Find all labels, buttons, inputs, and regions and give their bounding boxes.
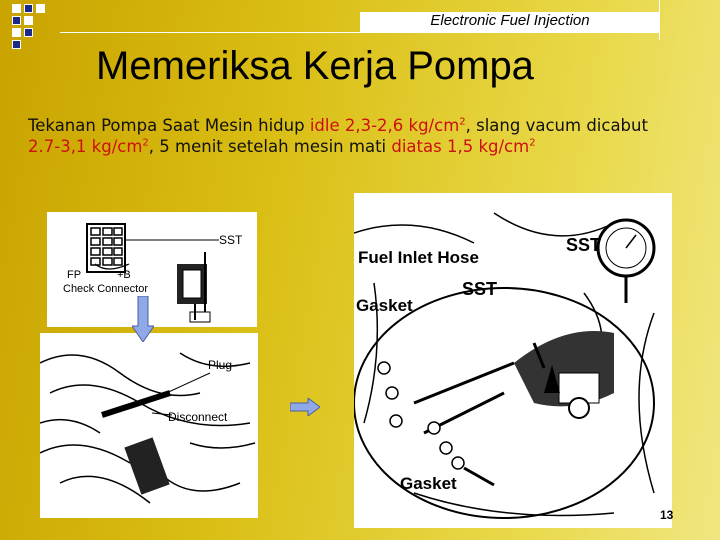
unit-superscript: 2 <box>529 137 536 149</box>
plug-label: Plug <box>208 358 233 372</box>
slide-corner-squares-icon <box>0 0 60 60</box>
sst-middle-label: SST <box>462 279 498 299</box>
gasket-top-label: Gasket <box>356 296 413 315</box>
header-rule <box>60 32 660 33</box>
down-arrow-icon <box>132 296 154 346</box>
body-text-part: , 5 menit setelah mesin mati <box>148 137 392 156</box>
sst-label: SST <box>219 233 243 247</box>
body-text-part: , slang vacum dicabut <box>465 116 648 135</box>
header-subject: Electronic Fuel Injection <box>360 12 660 32</box>
vacuum-pressure-value: 2.7-3,1 kg/cm <box>28 137 143 156</box>
check-connector-caption: Check Connector <box>63 283 148 295</box>
unit-superscript: 2 <box>459 116 466 128</box>
fuel-inlet-hose-label: Fuel Inlet Hose <box>358 248 479 267</box>
residual-pressure-value: diatas 1,5 kg/cm <box>391 137 530 156</box>
sst-gauge-label: SST <box>566 235 602 255</box>
idle-pressure-value: idle 2,3-2,6 kg/cm <box>309 116 460 135</box>
pressure-gauge-figure <box>354 193 672 528</box>
plus-b-label: +B <box>117 269 131 281</box>
hose-disconnect-figure <box>40 333 258 518</box>
unit-superscript: 2 <box>142 137 149 149</box>
disconnect-label: Disconnect <box>168 410 228 424</box>
gasket-bottom-label: Gasket <box>400 474 457 493</box>
page-number: 13 <box>660 508 674 522</box>
body-text-part: Tekanan Pompa Saat Mesin hidup <box>28 116 310 135</box>
slide-body-text <box>28 115 668 157</box>
right-arrow-icon <box>290 398 320 420</box>
slide-title: Memeriksa Kerja Pompa <box>96 44 534 88</box>
fp-label: FP <box>67 269 82 281</box>
